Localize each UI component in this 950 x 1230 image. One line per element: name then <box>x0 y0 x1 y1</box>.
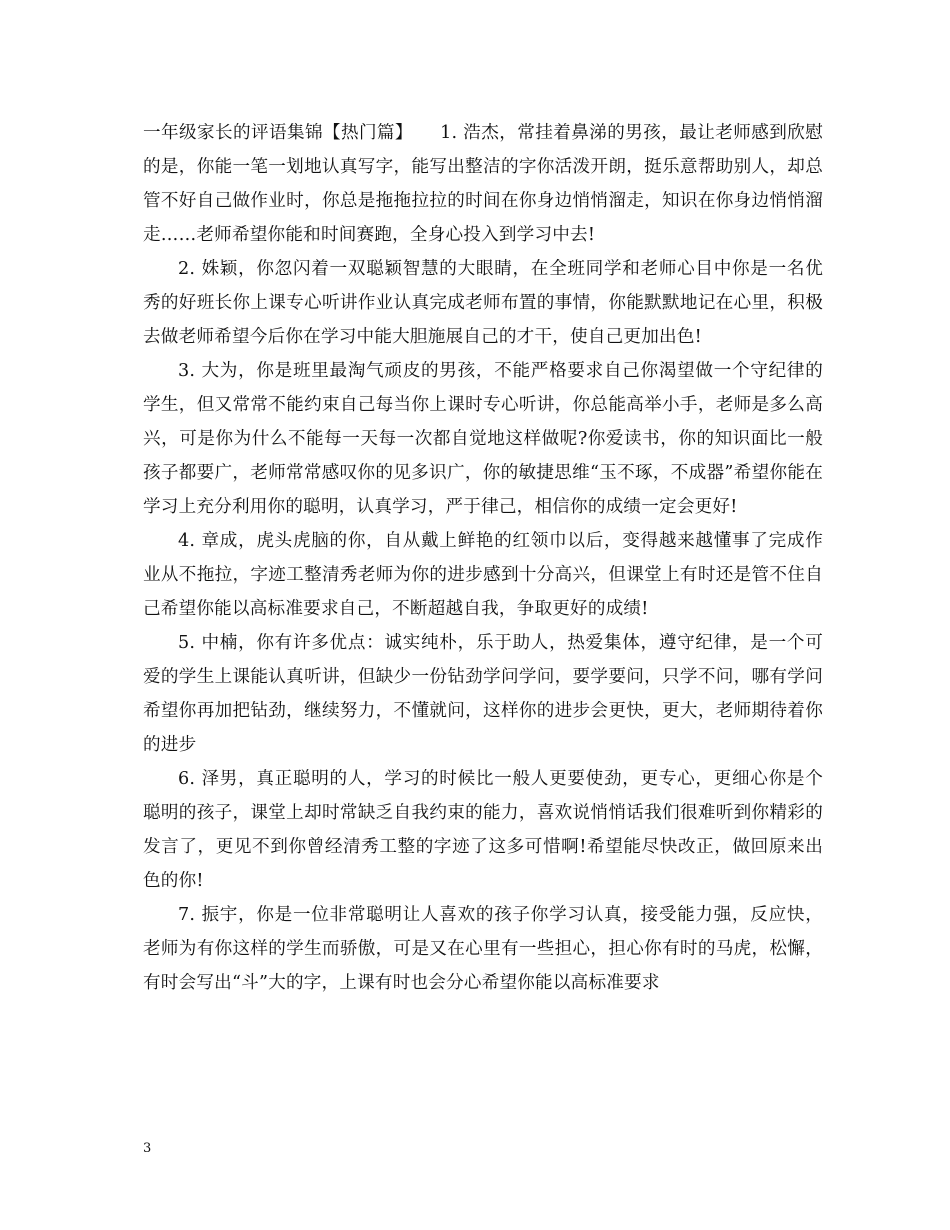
paragraph-6: 6. 泽男，真正聪明的人，学习的时候比一般人更要使劲，更专心，更细心你是个聪明的孩子，课堂上却时常缺乏自我约束的能力，喜欢说悄悄话我们很难听到你精彩的发言了，更见不到你曾经清秀工整的字迹了这多可惜啊!希望能尽快改正，做回原来出色的你! <box>143 769 823 891</box>
page-number: 3 <box>143 1141 152 1156</box>
paragraph-2: 2. 姝颖，你忽闪着一双聪颖智慧的大眼睛，在全班同学和老师心目中你是一名优秀的好班长你上课专心听讲作业认真完成老师布置的事情，你能默默地记在心里，积极去做老师希望今后你在学习中能大胆施展自己的才干，使自己更加出色! <box>143 259 823 347</box>
paragraph-intro-1: 一年级家长的评语集锦【热门篇】 1. 浩杰，常挂着鼻涕的男孩，最让老师感到欣慰的是，你能一笔一划地认真写字，能写出整洁的字你活泼开朗，挺乐意帮助别人，却总管不好自己做作业时，你总是拖拖拉拉的时间在你身边悄悄溜走，知识在你身边悄悄溜走……老师希望你能和时间赛跑，全身心投入到学习中去! <box>143 123 823 245</box>
paragraph-3: 3. 大为，你是班里最淘气顽皮的男孩，不能严格要求自己你渴望做一个守纪律的学生，但又常常不能约束自己每当你上课时专心听讲，你总能高举小手，老师是多么高兴，可是你为什么不能每一天每一次都自觉地这样做呢?你爱读书，你的知识面比一般孩子都要广，老师常常感叹你的见多识广，你的敏捷思维“玉不琢，不成器”希望你能在学习上充分利用你的聪明，认真学习，严于律己，相信你的成绩一定会更好! <box>143 361 823 517</box>
paragraph-4: 4. 章成，虎头虎脑的你，自从戴上鲜艳的红领巾以后，变得越来越懂事了完成作业从不拖拉，字迹工整清秀老师为你的进步感到十分高兴，但课堂上有时还是管不住自己希望你能以高标准要求自己，不断超越自我，争取更好的成绩! <box>143 531 823 619</box>
body-text <box>143 116 823 1000</box>
paragraph-5: 5. 中楠，你有许多优点：诚实纯朴，乐于助人，热爱集体，遵守纪律，是一个可爱的学生上课能认真听讲，但缺少一份钻劲学问学问，要学要问，只学不问，哪有学问希望你再加把钻劲，继续努力，不懂就问，这样你的进步会更快，更大，老师期待着你的进步 <box>143 633 823 755</box>
paragraph-7: 7. 振宇，你是一位非常聪明让人喜欢的孩子你学习认真，接受能力强，反应快，老师为有你这样的学生而骄傲，可是又在心里有一些担心，担心你有时的马虎，松懈，有时会写出“斗”大的字，上课有时也会分心希望你能以高标准要求 <box>143 905 823 993</box>
